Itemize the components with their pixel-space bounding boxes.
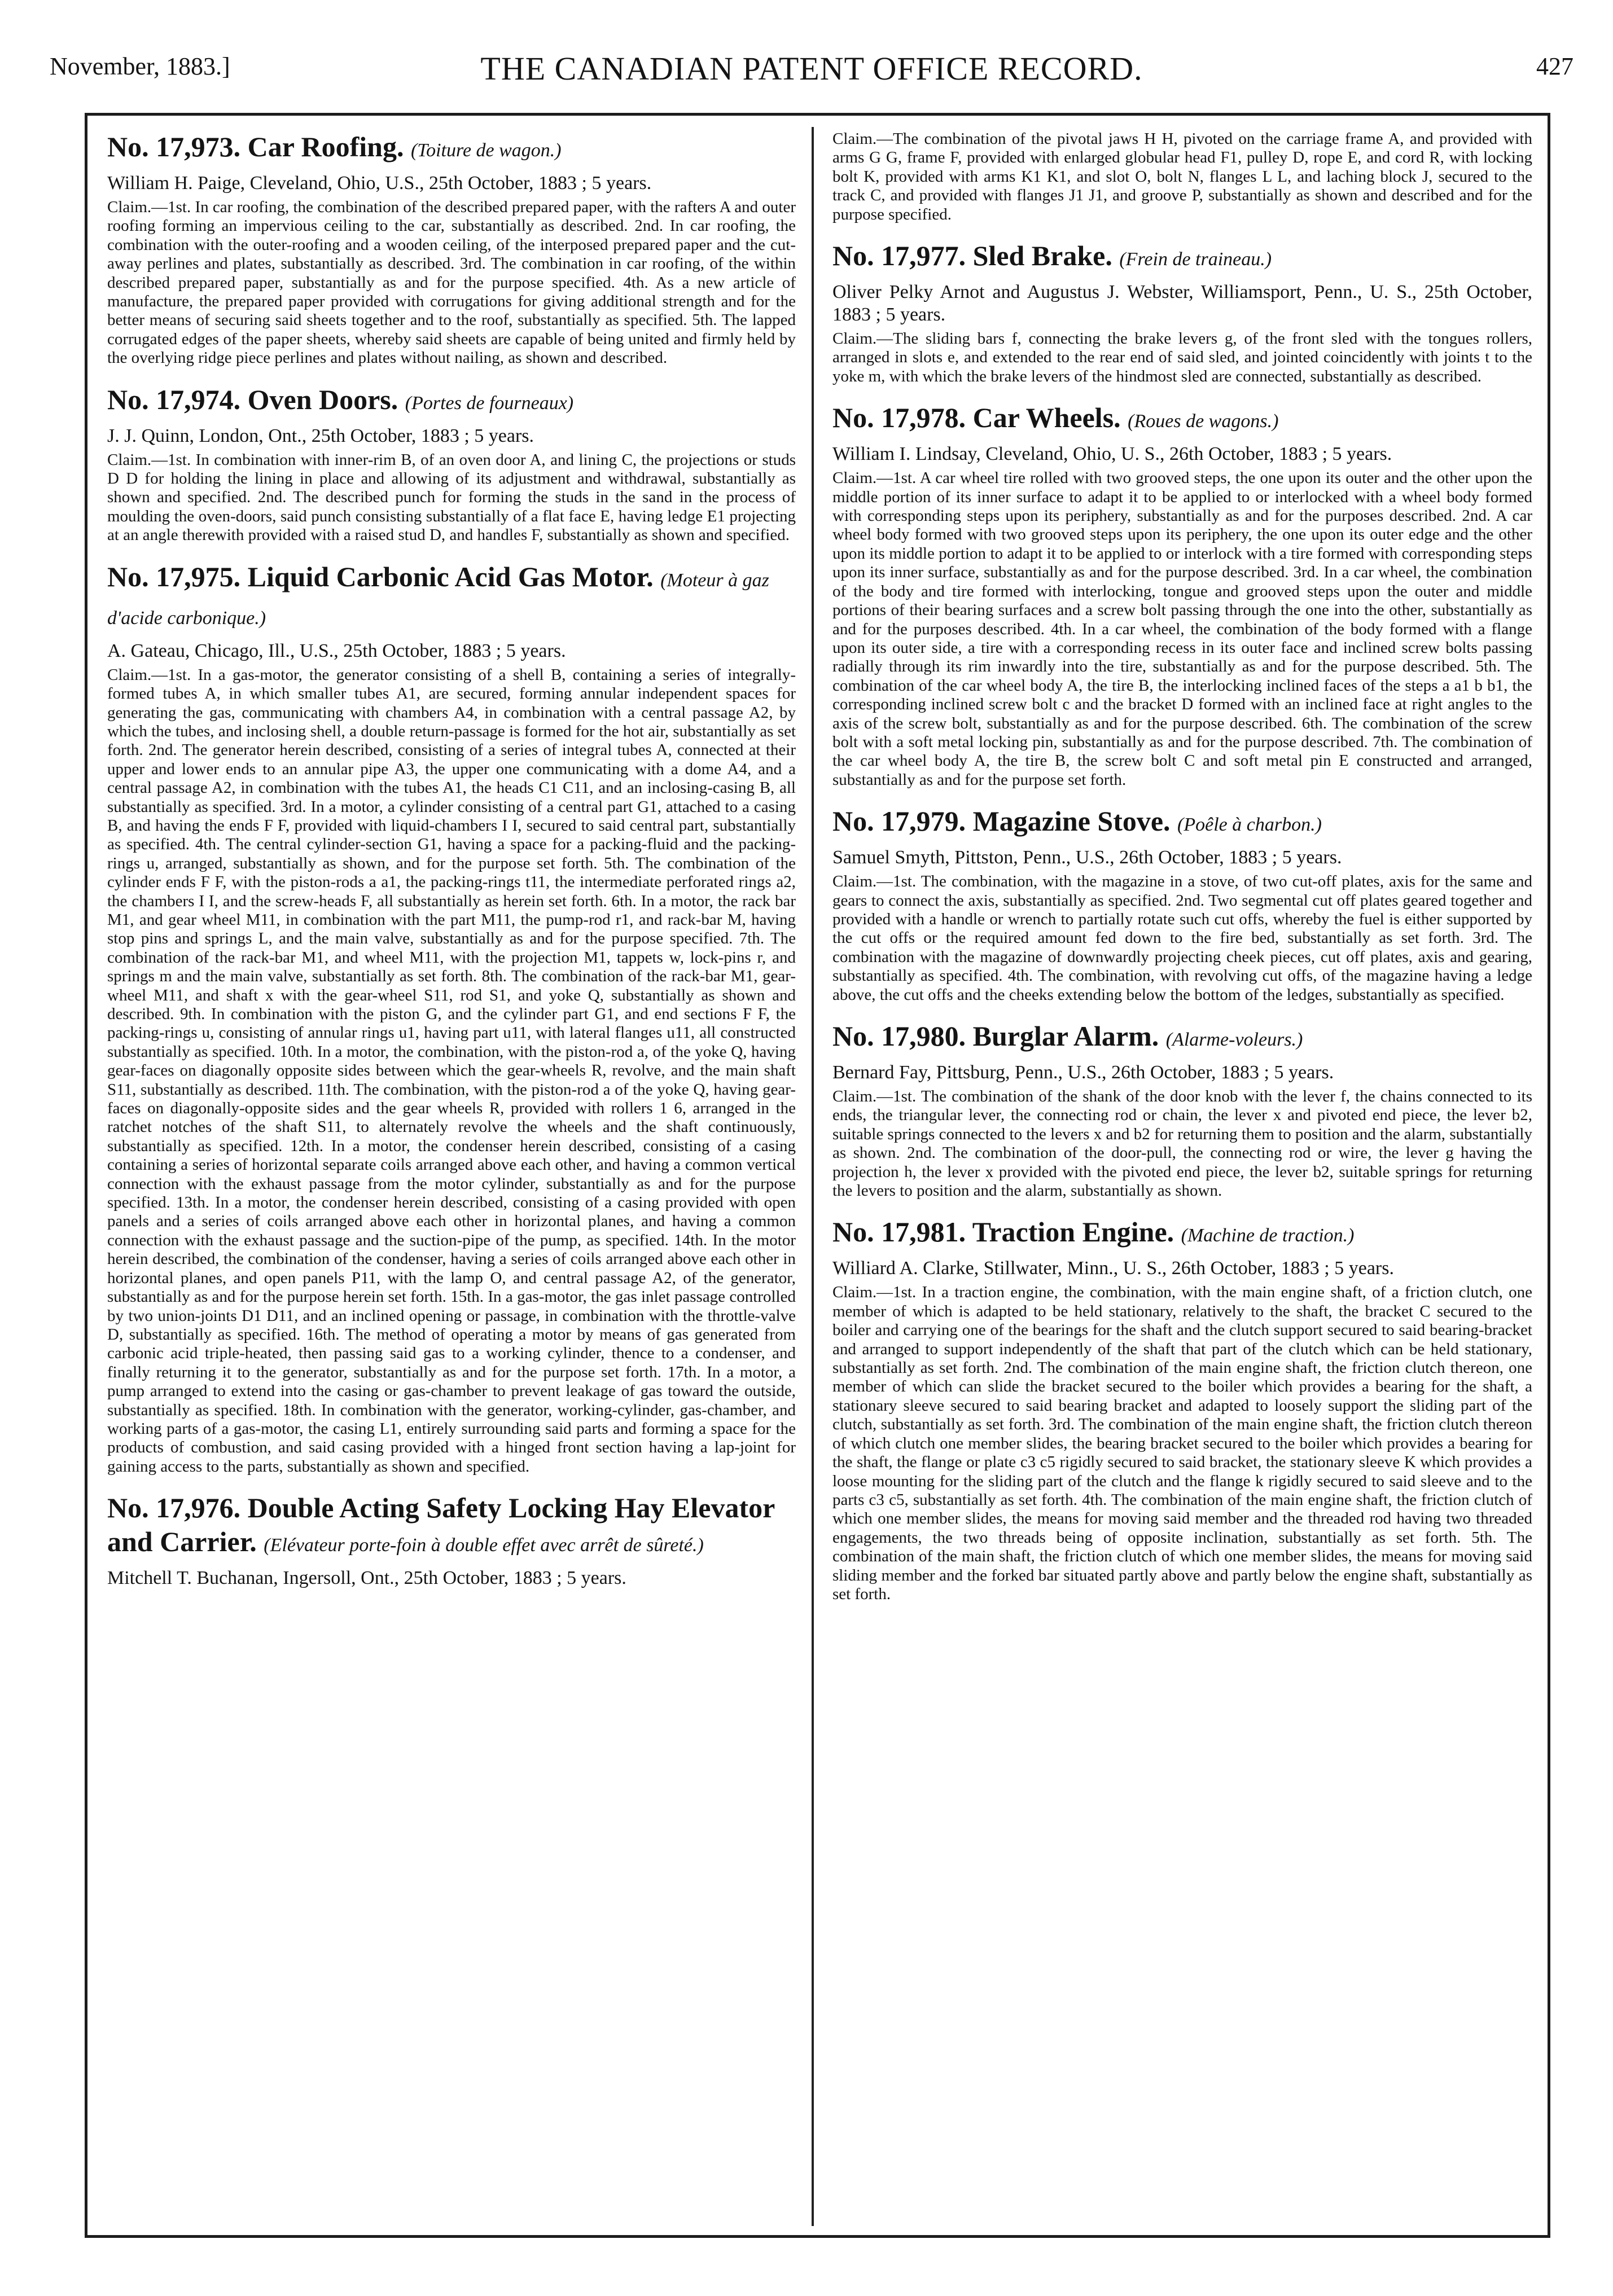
entry-heading <box>832 1019 1532 1057</box>
entry-heading <box>832 804 1532 842</box>
inventor-line: William I. Lindsay, Cleveland, Ohio, U. S., 26th October, 1883 ; 5 years. <box>832 444 1392 465</box>
patent-number: No. 17,976. <box>107 1492 241 1524</box>
claim-text: Claim.—1st. In a gas-motor, the generator consisting of a shell B, containing a series of integrally-formed tubes A, in which smaller tubes A1, are secured, forming annular independent spaces for generating the gas, communicating with chambers A4, in combination with a central passage A2, by which the tubes, and inclosing shell, a double return-passage is formed for the hot air, substantially as set forth. 2nd. The generator herein described, consisting of a series of integral tubes A, connected at their upper and lower ends to an annular pipe A3, the upper one communicating with a dome A4, and a central passage A2, in combination with the tubes A1, the heads C1 C11, and an inclosing-casing B, all substantially as specified. 3rd. In a motor, a cylinder consisting of a central part G1, attached to a casing B, and having the ends F F, provided with liquid-chambers I I, secured to said central part, substantially as specified. 4th. The central cylinder-section G1, having a space for a packing-fluid and the packing-rings u, arranged, substantially as shown, and for the purpose set forth. 5th. The combination of the cylinder ends F F, with the piston-rods a a1, the packing-rings t11, the intermediate perforated rings a2, the chambers I I, and the screw-heads F, all substantially as herein set forth. 6th. In a motor, the rack bar M1, and gear wheel M11, in combination with the part M11, the pump-rod r1, and rack-bar M, having stop pins and springs L, and the main valve, substantially as and for the purpose specified. 7th. The combination of the rack-bar M1, and wheel M11, with the projection M1, tappets w, lock-pins r, and springs m and the main valve, substantially as set forth. 8th. The combination of the rack-bar M1, gear-wheel M11, and shaft x with the gear-wheel S11, rod S1, and yoke Q, substantially as shown and described. 9th. In combination with the piston G, and the cylinder part G1, and end sections F F, the packing-rings u, consisting of annular rings u1, having part u11, with lateral flanges u11, all constructed substantially as specified. 10th. In a motor, the combination, with the piston-rod a, of the yoke Q, having gear-faces on diagonally opposite sides between which the gear-wheels R, revolve, and the main shaft S11, substantially as described. 11th. The combination, with the piston-rod a of the yoke Q, having gear-faces on diagonally-opposite sides and the gear wheels R, provided with rollers 1 6, arranged in the ratchet notches of the shaft S11, to alternately revolve the wheels and the shaft continuously, substantially as specified. 12th. In a motor, the condenser herein described, consisting of a casing containing a series of horizontal separate coils arranged above each other, and having a common vertical connection with the exhaust passage from the motor cylinder, substantially as and for the purpose specified. 13th. In a motor, the condenser herein described, consisting of a casing provided with open panels and a series of coils arranged above each other in horizontal planes, and having a common connection with the exhaust passage and the suction-pipe of the pump, as specified. 14th. In the motor herein described, the combination of the condenser, having a series of coils arranged above each other in horizontal planes, and open panels P11, with the lamp O, and central passage A2, of the generator, substantially as and for the purpose herein set forth. 15th. In a gas-motor, the gas inlet passage controlled by two union-joints D1 D11, and an inclined opening or passage, in combination with the throttle-valve D, substantially as specified. 16th. The method of operating a motor by means of gas generated from carbonic acid triple-heated, then passing said gas to a working cylinder, thence to a condenser, and finally returning it to the generator, substantially as and for the purpose set forth. 17th. In a motor, a pump arranged to extend into the casing or gas-chamber to prevent leakage of gas toward the outside, substantially as specified. 18th. In combination with the generator, working-cylinder, gas-chamber, and working parts of a gas-motor, the casing L1, entirely surrounding said parts and forming a space for the products of combustion, and said casing provided with a hinged front section having a lap-joint for gaining access to the parts, substantially as shown and specified. <box>107 665 796 1476</box>
inventor-line: Samuel Smyth, Pittston, Penn., U.S., 26th October, 1883 ; 5 years. <box>832 847 1342 868</box>
patent-number: No. 17,979. <box>832 805 966 837</box>
french-title: (Frein de traineau.) <box>1119 249 1272 270</box>
french-title: (Elévateur porte-foin à double effet avec arrêt de sûreté.) <box>264 1535 704 1556</box>
claim-text: Claim.—The sliding bars f, connecting the brake levers g, of the front sled with the tongues rollers, arranged in slots e, and extended to the rear end of said sled, and jointed coincidently with joints t to the yoke m, with which the brake levers of the hindmost sled are connected, substantially as described. <box>832 330 1532 385</box>
entry-heading <box>832 401 1532 438</box>
left-column <box>107 130 796 1604</box>
publication-title: THE CANADIAN PATENT OFFICE RECORD. <box>480 50 1143 87</box>
french-title: (Machine de traction.) <box>1181 1225 1355 1246</box>
french-title: (Poêle à charbon.) <box>1177 814 1322 836</box>
french-title: (Toiture de wagon.) <box>410 140 562 161</box>
patent-title: Magazine Stove. <box>972 805 1171 837</box>
right-column <box>832 130 1532 1618</box>
patent-entry <box>832 1019 1532 1200</box>
french-title: (Moteur à gaz d'acide carbonique.) <box>107 569 769 629</box>
inventor-line: J. J. Quinn, London, Ont., 25th October, 1883 ; 5 years. <box>107 425 534 446</box>
patent-number: No. 17,974. <box>107 383 241 415</box>
claim-text: Claim.—1st. In combination with inner-rim B, of an oven door A, and lining C, the projections or studs D D for holding the lining in place and allowing of its adjustment and withdrawal, substantially as shown and specified. 2nd. The described punch for forming the studs in the sand in the process of moulding the oven-doors, said punch consisting substantially of a flat face E, having ledge E1 projecting at an angle therewith provided with a raised stud D, and handles F, substantially as shown and specified. <box>107 450 796 545</box>
page-header <box>50 52 1573 91</box>
page-number: 427 <box>1536 52 1573 80</box>
patent-number: No. 17,978. <box>832 402 966 434</box>
patent-entry <box>107 560 796 1476</box>
patent-number: No. 17,981. <box>832 1216 966 1248</box>
french-title: (Portes de fourneaux) <box>405 392 574 414</box>
patent-entry <box>107 130 796 368</box>
patent-title: Traction Engine. <box>972 1216 1174 1248</box>
claim-text: Claim.—The combination of the pivotal jaws H H, pivoted on the carriage frame A, and provided with arms G G, frame F, provided with enlarged globular head F1, pulley D, rope E, and cord R, with locking bolt K, provided with arms K1 K1, and slot O, bolt N, flanges L L, and laching block J, secured to the track C, and provided with flanges J1 J1, and groove P, substantially as shown and described and for the purpose specified. <box>832 130 1532 223</box>
patent-entry <box>832 239 1532 386</box>
patent-number: No. 17,977. <box>832 240 966 272</box>
patent-entry <box>832 1215 1532 1604</box>
french-title: (Roues de wagons.) <box>1128 411 1279 432</box>
patent-title: Sled Brake. <box>972 240 1112 272</box>
inventor-line: Oliver Pelky Arnot and Augustus J. Webster, Williamsport, Penn., U. S., 25th October, 1883 ; 5 years. <box>832 282 1532 326</box>
patent-title: Oven Doors. <box>247 383 398 415</box>
inventor-line: Mitchell T. Buchanan, Ingersoll, Ont., 25th October, 1883 ; 5 years. <box>107 1568 626 1589</box>
patent-title: Car Roofing. <box>247 131 404 163</box>
inventor-line: A. Gateau, Chicago, Ill., U.S., 25th October, 1883 ; 5 years. <box>107 640 566 661</box>
patent-number: No. 17,975. <box>107 560 241 592</box>
column-divider <box>812 127 814 2226</box>
entry-heading <box>107 130 796 168</box>
inventor-line: Bernard Fay, Pittsburg, Penn., U.S., 26th October, 1883 ; 5 years. <box>832 1062 1334 1083</box>
patent-number: No. 17,980. <box>832 1020 966 1052</box>
claim-text: Claim.—1st. In car roofing, the combination of the described prepared paper, with the rafters A and outer roofing forming an impervious ceiling to the car, substantially as described. 2nd. In car roofing, the combination with the outer-roofing and a wooden ceiling, of the interposed prepared paper and the cut-away perlines and plates, substantially as described. 3rd. The combination in car roofing, of the within described prepared paper, substantially as and for the purpose specified. 4th. As a new article of manufacture, the prepared paper provided with corrugations for giving additional strength and for the better means of securing said sheets together and to the roof, substantially as specified. 5th. The lapped corrugated edges of the paper sheets, whereby said sheets are capable of being united and firmly held by the overlying ridge piece perlines and plates without nailing, as shown and described. <box>107 198 796 367</box>
inventor-line: William H. Paige, Cleveland, Ohio, U.S., 25th October, 1883 ; 5 years. <box>107 173 652 194</box>
patent-entry <box>107 383 796 545</box>
patent-number: No. 17,973. <box>107 131 241 163</box>
inventor-line: Williard A. Clarke, Stillwater, Minn., U. S., 26th October, 1883 ; 5 years. <box>832 1258 1394 1279</box>
entry-heading <box>107 383 796 420</box>
patent-title: Liquid Carbonic Acid Gas Motor. <box>247 560 654 592</box>
patent-title: Double Acting Safety Locking Hay Elevator and Carrier. <box>107 1492 775 1558</box>
entry-heading <box>107 560 796 635</box>
french-title: (Alarme-voleurs.) <box>1165 1029 1303 1050</box>
patent-title: Car Wheels. <box>972 402 1121 434</box>
patent-title: Burglar Alarm. <box>972 1020 1159 1052</box>
issue-date: November, 1883.] <box>50 52 230 80</box>
claim-text: Claim.—1st. The combination of the shank of the door knob with the lever f, the chains connected to its ends, the triangular lever, the connecting rod or chain, the lever x and pivoted end piece, the lever b2, suitable springs connected to the levers x and b2 for returning them to position and the alarm, substantially as shown. 2nd. The combination of the door-pull, the connecting rod or wire, the lever g having the projection h, the lever x provided with the pivoted end piece, the lever b2, suitable springs for returning the levers to position and the alarm, substantially as shown. <box>832 1087 1532 1200</box>
patent-entry <box>832 401 1532 789</box>
claim-text: Claim.—1st. In a traction engine, the combination, with the main engine shaft, of a friction clutch, one member of which is adapted to be held stationary, relatively to the shaft, the bracket C secured to the boiler and carrying one of the bearings for the shaft and the clutch support secured to said bearing-bracket and arranged to support independently of the shaft that part of the clutch which can be held stationary, substantially as set forth. 2nd. The combination of the main engine shaft, the friction clutch thereon, one member of which can slide the bracket secured to the boiler which provides a bearing for the shaft, a stationary sleeve secured to said bearing bracket and adapted to loosely support the sliding part of the clutch, substantially as set forth. 3rd. The combination of the main engine shaft, the friction clutch thereon of which clutch one member slides, the bearing bracket secured to the boiler which provides a bearing for the shaft, the flange or plate c3 c5 rigidly secured to said bracket, the stationary sleeve K which provides a loose mounting for the sliding part of the clutch and the flange k rigidly secured to said sleeve and to the parts c3 c5, substantially as set forth. 4th. The combination of the main engine shaft, the friction clutch of which one member slides, the means for moving said member and the threaded rod having two threaded engagements, the two threads being of opposite inclination, substantially as set forth. 5th. The combination of the main shaft, the friction clutch of which one member slides, the means for moving said sliding member and the forked bar situated partly above and partly below the engine shaft, substantially as set forth. <box>832 1283 1532 1603</box>
entry-heading <box>107 1491 796 1562</box>
claim-text: Claim.—1st. The combination, with the magazine in a stove, of two cut-off plates, axis for the same and gears to connect the axis, substantially as specified. 2nd. Two segmental cut off plates geared together and provided with a handle or wrench to partially rotate such cut offs, whereby the fuel is either supported by the cut offs or the required amount fed down to the fire bed, substantially as set forth. 3rd. The combination with the magazine of downwardly projecting cheek pieces, cut off plates, axis and gearing, substantially as specified. 4th. The combination, with revolving cut offs, of the magazine having a ledge above, the cut offs and the cheeks extending below the bottom of the ledges, substantially as specified. <box>832 872 1532 1004</box>
patent-entry-continued <box>832 130 1532 224</box>
entry-heading <box>832 239 1532 276</box>
patent-entry <box>107 1491 796 1590</box>
patent-entry <box>832 804 1532 1004</box>
claim-text: Claim.—1st. A car wheel tire rolled with two grooved steps, the one upon its outer and the other upon the middle portion of its inner surface to adapt it to be applied to or interlocked with a wheel body formed with corresponding steps upon its periphery, substantially as and for the purposes described. 2nd. A car wheel body formed with two grooved steps upon its periphery, the one upon its outer edge and the other upon its middle portion to adapt it to be applied to or interlock with a tire formed with corresponding steps upon its inner surface, substantially as and for the purpose described. 3rd. In a car wheel, the combination of the body and tire formed with interlocking, tongue and grooved steps upon the outer and middle portions of their bearing surfaces and a screw bolt passing through the one into the other, substantially as and for the purposes described. 4th. In a car wheel, the combination of the body formed with a flange upon its outer side, a tire with a corresponding recess in its outer face and inclined screw bolts passing radially through its rim inwardly into the tire, substantially as and for the purpose described. 5th. The combination of the car wheel body A, the tire B, the interlocking inclined faces of the steps a a1 b b1, the corresponding inclined screw bolt c and the bracket D formed with an inclined face at right angles to the axis of the screw bolt, substantially as and for the purpose described. 6th. The combination of the screw bolt with a soft metal locking pin, substantially as and for the purpose described. 7th. The combination of the car wheel body A, the tire B, the screw bolt C and soft metal pin E constructed and arranged, substantially as and for the purpose set forth. <box>832 469 1532 789</box>
entry-heading <box>832 1215 1532 1253</box>
